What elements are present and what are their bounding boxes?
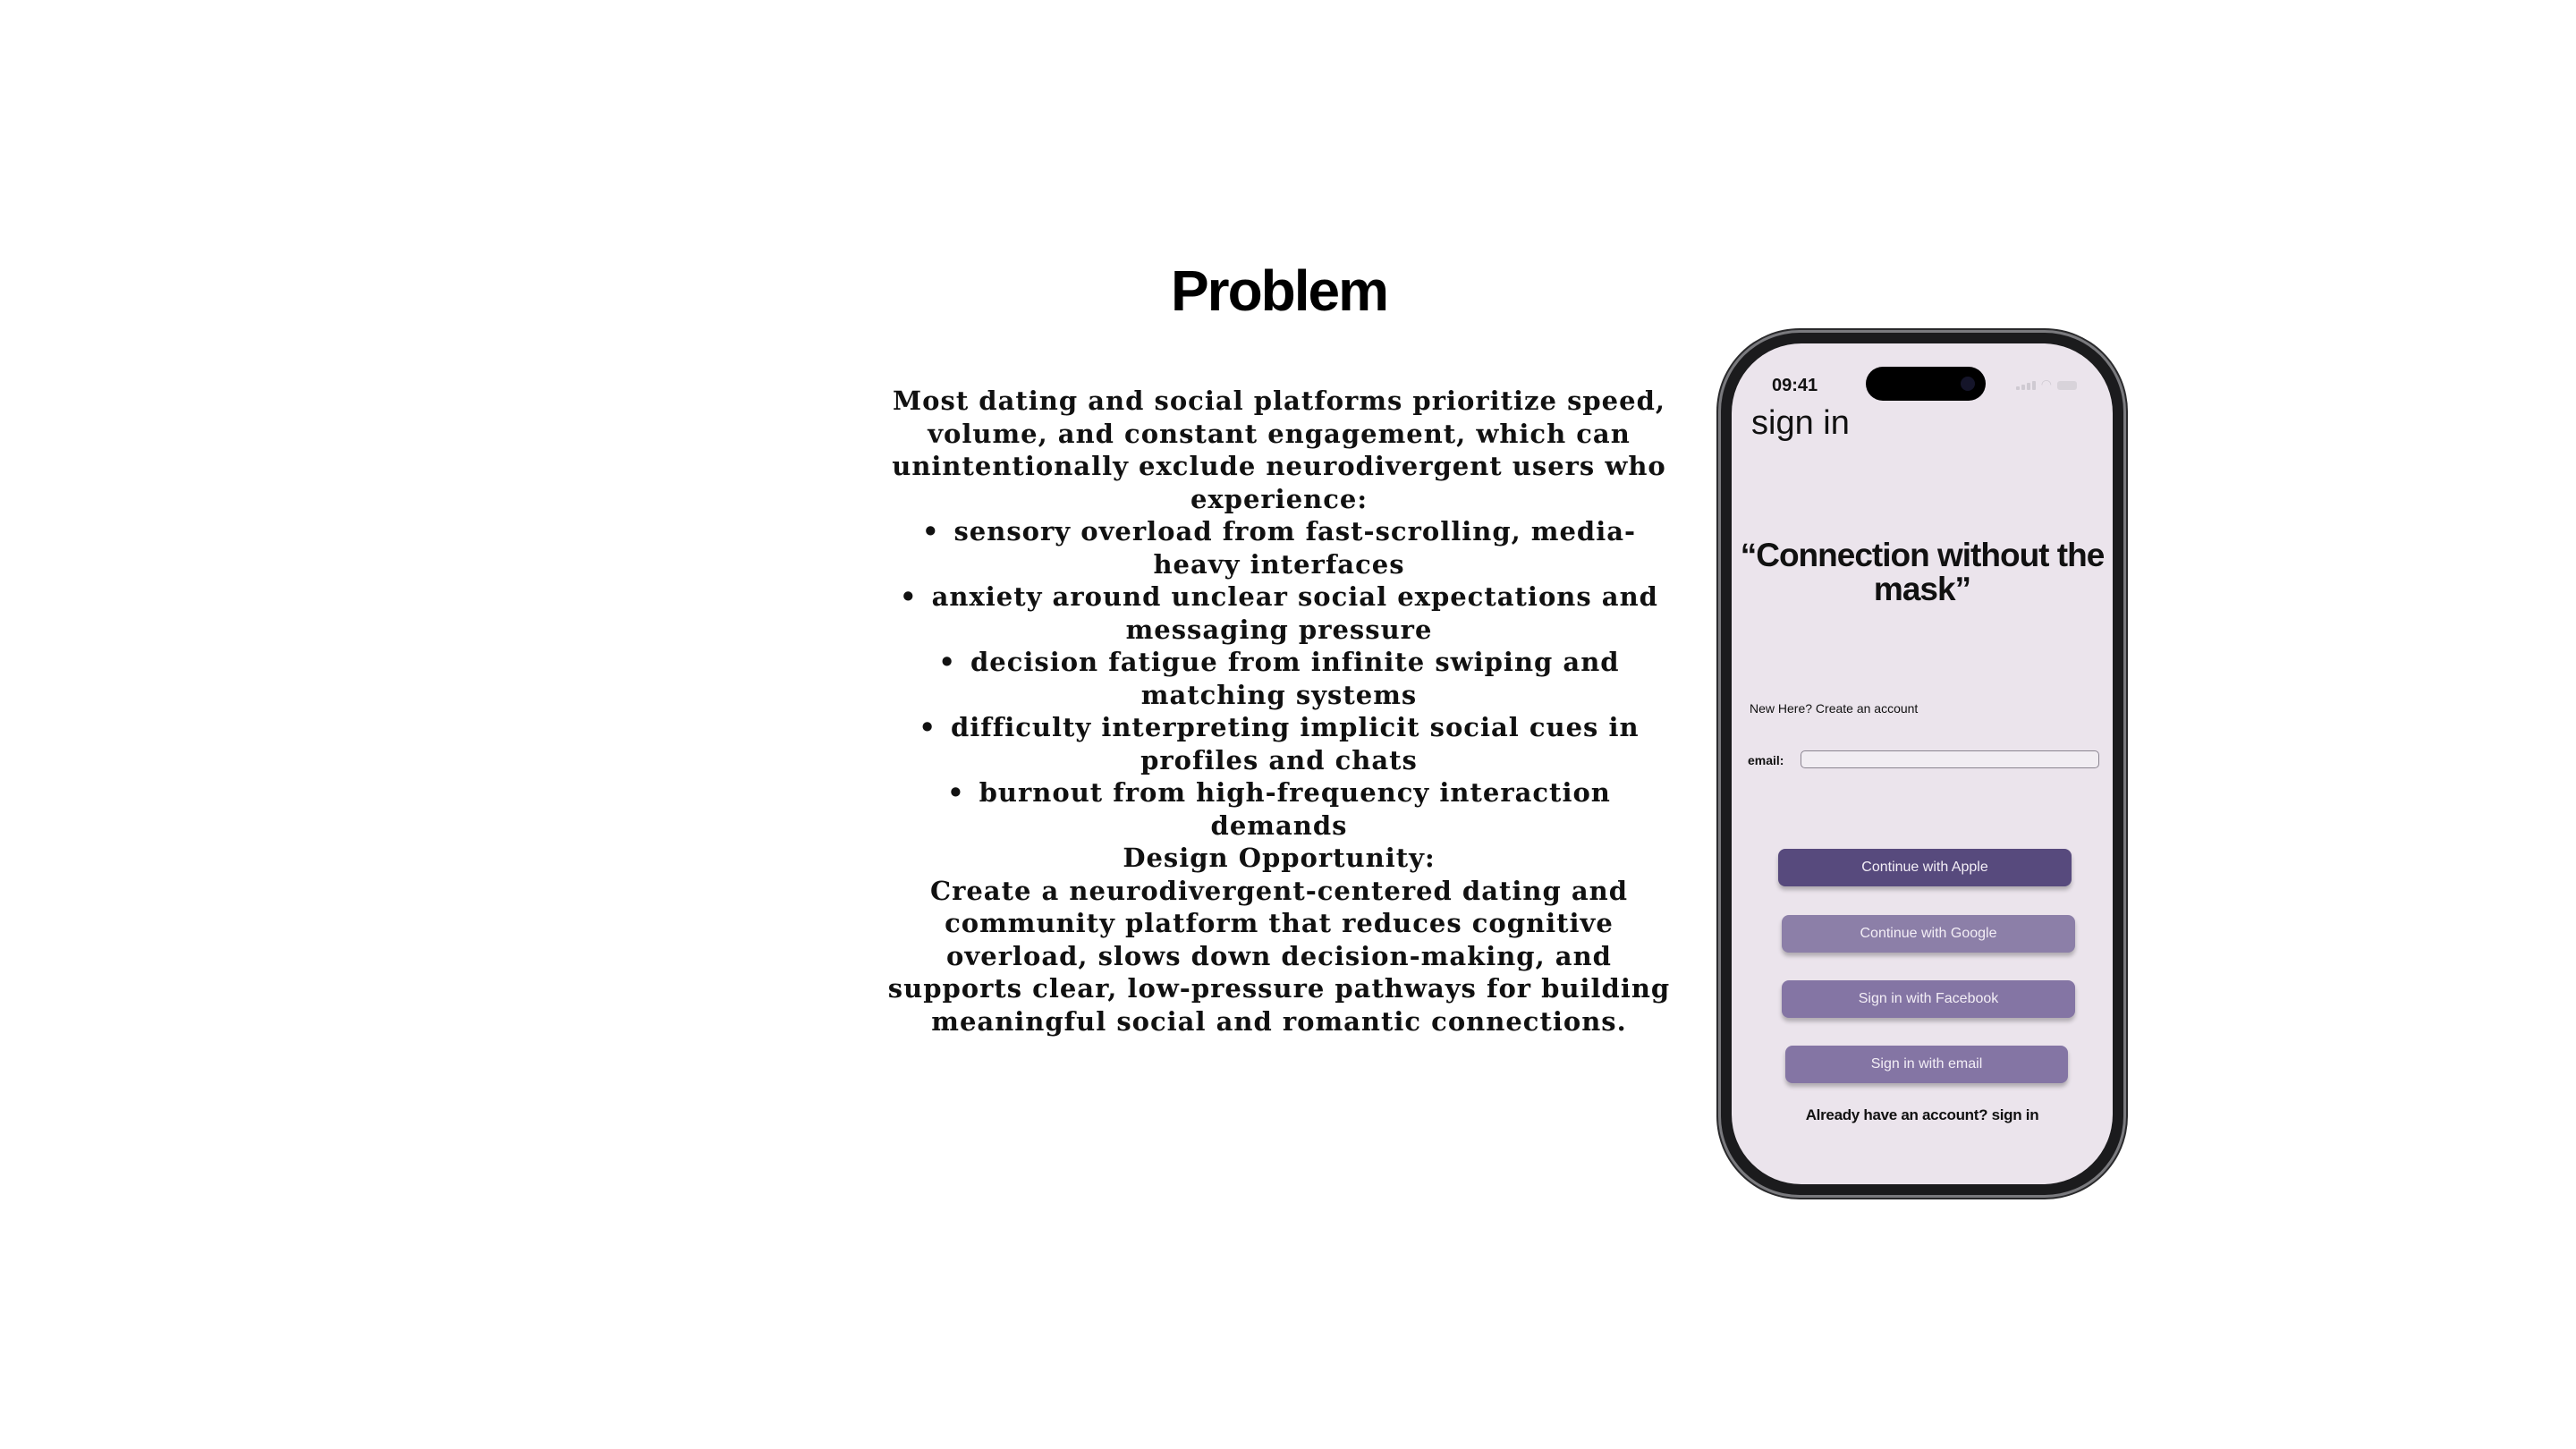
bullet-icon: • [900, 581, 918, 612]
sign-in-link[interactable]: Already have an account? sign in [1805, 1106, 2039, 1123]
problem-description [886, 385, 1673, 1038]
wifi-icon: ◠ [2040, 377, 2052, 391]
sign-in-with-facebook-button[interactable]: Sign in with Facebook [1782, 980, 2075, 1018]
screen-title: sign in [1751, 404, 1850, 442]
bullet-icon: • [921, 516, 940, 547]
email-label: email: [1748, 753, 1784, 767]
signal-icon [2016, 381, 2036, 390]
list-item [886, 580, 1673, 646]
bullet-text: burnout from high-frequency interaction demands [979, 777, 1611, 841]
phone-screen [1732, 343, 2113, 1184]
bullet-icon: • [919, 712, 936, 742]
create-account-link[interactable]: New Here? Create an account [1750, 701, 1919, 716]
tagline: “Connection without the mask” [1740, 537, 2105, 607]
status-icons [2016, 377, 2077, 390]
bullet-text: decision fatigue from infinite swiping and matching systems [970, 647, 1620, 710]
list-item [886, 646, 1673, 711]
list-item [886, 776, 1673, 842]
list-item [886, 711, 1673, 776]
page-heading: Problem [1170, 258, 1388, 323]
opportunity-title: Design Opportunity: [1123, 843, 1436, 873]
bullet-text: difficulty interpreting implicit social cues in profiles and chats [950, 712, 1640, 775]
bullet-icon: • [947, 777, 965, 808]
camera-icon [1961, 377, 1975, 391]
intro-paragraph: Most dating and social platforms prioritize speed, volume, and constant engagement, which can unintentionally exclude neurodivergent users who experience: [892, 386, 1666, 514]
dynamic-island [1866, 367, 1986, 401]
problem-bullet-list [886, 515, 1673, 842]
bullet-text: sensory overload from fast-scrolling, media-heavy interfaces [953, 516, 1637, 580]
battery-icon [2057, 381, 2077, 390]
bullet-icon: • [938, 647, 956, 677]
phone-mockup [1721, 333, 2123, 1195]
email-field[interactable] [1801, 750, 2099, 768]
continue-with-apple-button[interactable]: Continue with Apple [1778, 849, 2072, 886]
list-item [886, 515, 1673, 580]
opportunity-paragraph: Create a neurodivergent-centered dating and community platform that reduces cognitive overload, slows down decision-making, and supports clear, low-pressure pathways for building meaningful social and romantic connections. [887, 875, 1671, 1037]
status-time: 09:41 [1772, 376, 1818, 395]
sign-in-with-email-button[interactable]: Sign in with email [1785, 1046, 2068, 1083]
continue-with-google-button[interactable]: Continue with Google [1782, 915, 2075, 953]
bullet-text: anxiety around unclear social expectations and messaging pressure [931, 581, 1658, 645]
